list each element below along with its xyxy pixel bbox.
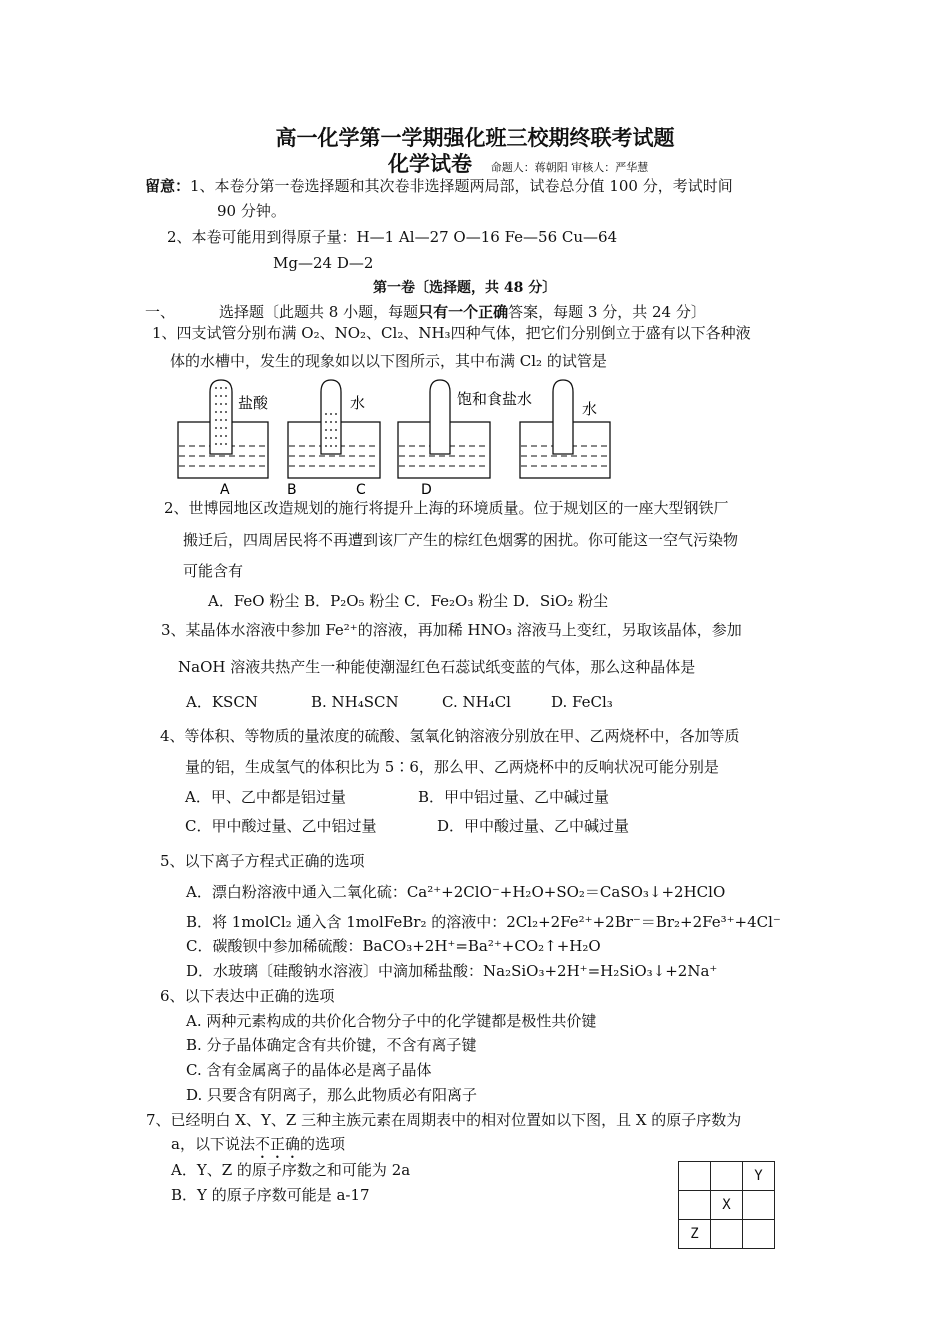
subtitle-line <box>388 148 648 178</box>
grid-cell <box>743 1191 775 1220</box>
fig-letter-a: A <box>220 482 230 497</box>
q3-option-d: D. FeCl₃ <box>551 693 613 711</box>
note-2: 2、本卷可能用到得原子量：H—1 Al—27 O—16 Fe—56 Cu—64 <box>167 228 618 246</box>
section-intro-emph: 只有一个正确 <box>418 303 509 321</box>
q4-option-d: D．甲中酸过量、乙中碱过量 <box>437 817 630 835</box>
note-1 <box>145 176 733 196</box>
q7-line2-c: 的选项 <box>299 1135 345 1153</box>
q5-option-c: C．碳酸钡中参加稀硫酸：BaCO₃+2H⁺=Ba²⁺+CO₂↑+H₂O <box>186 937 601 955</box>
q3-option-c: C. NH₄Cl <box>442 693 511 711</box>
grid-cell <box>711 1162 743 1191</box>
q5-option-b: B．将 1molCl₂ 通入含 1molFeBr₂ 的溶液中：2Cl₂+2Fe²⁺+2Br⁻＝Br₂+2Fe³⁺+4Cl⁻ <box>186 913 781 931</box>
grid-cell <box>679 1162 711 1191</box>
q4-line1: 4、等体积、等物质的量浓度的硫酸、氢氧化钠溶液分别放在甲、乙两烧杯中，各加等质 <box>160 727 740 745</box>
fig-label-b: 水 <box>350 394 366 412</box>
q5-stem: 5、以下离子方程式正确的选项 <box>160 852 365 870</box>
section-intro-c: 答案，每题 3 分，共 24 分〕 <box>508 303 706 321</box>
q6-option-d: D. 只要含有阴离子，那么此物质必有阳离子 <box>186 1086 478 1104</box>
grid-cell-x: X <box>711 1191 743 1220</box>
q7-line1: 7、已经明白 X、Y、Z 三种主族元素在周期表中的相对位置如以下图，且 X 的原子序数为 <box>146 1111 742 1129</box>
fig-label-c: 饱和食盐水 <box>457 390 533 408</box>
fig-label-d: 水 <box>582 400 598 418</box>
authors: 命题人：蒋朝阳 审核人：严华慧 <box>490 161 649 174</box>
q3-line2: NaOH 溶液共热产生一种能使潮湿红色石蕊试纸变蓝的气体，那么这种晶体是 <box>178 658 696 676</box>
section-intro <box>145 302 706 322</box>
fig-label-a: 盐酸 <box>238 394 269 412</box>
q4-option-c: C．甲中酸过量、乙中铝过量 <box>185 817 377 835</box>
grid-cell <box>743 1220 775 1249</box>
grid-cell <box>679 1191 711 1220</box>
grid-cell <box>711 1220 743 1249</box>
note-1-cont: 90 分钟。 <box>217 202 286 220</box>
fig-letter-d: D <box>421 482 432 497</box>
q7-line2-a: a，以下说法 <box>171 1135 255 1153</box>
fig-letter-b: B <box>287 482 297 497</box>
q4-option-b: B．甲中铝过量、乙中碱过量 <box>418 788 610 806</box>
q5-option-d: D．水玻璃〔硅酸钠水溶液〕中滴加稀盐酸：Na₂SiO₃+2H⁺=H₂SiO₃↓+2Na⁺ <box>186 962 718 980</box>
section-heading: 第一卷〔选择题，共 48 分〕 <box>373 280 557 296</box>
page-title: 高一化学第一学期强化班三校期终联考试题 <box>275 125 675 150</box>
section-intro-a: 选择题〔此题共 8 小题，每题 <box>219 303 419 321</box>
q2-options: A．FeO 粉尘 B．P₂O₅ 粉尘 C．Fe₂O₃ 粉尘 D．SiO₂ 粉尘 <box>208 592 609 610</box>
q2-line3: 可能含有 <box>183 562 244 580</box>
q7-option-a: A．Y、Z 的原子序数之和可能为 2a <box>171 1161 411 1179</box>
note-2-cont: Mg—24 D—2 <box>273 254 374 272</box>
fig-letter-c: C <box>356 482 366 497</box>
q6-option-b: B. 分子晶体确定含有共价键，不含有离子键 <box>186 1036 477 1054</box>
q6-option-c: C. 含有金属离子的晶体必是离子晶体 <box>186 1061 432 1079</box>
grid-cell-z: Z <box>679 1220 711 1249</box>
trough-d <box>520 380 610 478</box>
q3-option-b: B. NH₄SCN <box>311 693 399 711</box>
q3-option-a: A．KSCN <box>186 693 258 711</box>
section-number: 一、 <box>145 303 176 321</box>
grid-cell-y: Y <box>743 1162 775 1191</box>
q4-line2: 量的铝，生成氢气的体积比为 5∶6，那么甲、乙两烧杯中的反响状况可能分别是 <box>185 758 719 776</box>
q2-line1: 2、世博园地区改造规划的施行将提升上海的环境质量。位于规划区的一座大型钢铁厂 <box>164 499 729 517</box>
q1-figure <box>170 372 620 497</box>
q1-line1: 1、四支试管分别布满 O₂、NO₂、Cl₂、NH₃四种气体，把它们分别倒立于盛有以下各种液 <box>152 324 751 342</box>
q2-line2: 搬迁后，四周居民将不再遭到该厂产生的棕红色烟雾的困扰。你可能这一空气污染物 <box>183 531 739 549</box>
periodic-position-grid <box>678 1161 775 1249</box>
q7-line2 <box>171 1134 345 1162</box>
q3-line1: 3、某晶体水溶液中参加 Fe²⁺的溶液，再加稀 HNO₃ 溶液马上变红，另取该晶体，参加 <box>161 621 742 639</box>
trough-b <box>288 380 380 478</box>
q1-line2: 体的水槽中，发生的现象如以以下图所示，其中布满 Cl₂ 的试管是 <box>170 352 607 370</box>
q4-option-a: A．甲、乙中都是铝过量 <box>185 788 346 806</box>
q7-emphasis: 不正确 <box>254 1135 300 1153</box>
q5-option-a: A．漂白粉溶液中通入二氧化硫：Ca²⁺+2ClO⁻+H₂O+SO₂＝CaSO₃↓+2HClO <box>186 883 726 901</box>
note-label: 留意： <box>145 177 191 195</box>
q7-option-b: B．Y 的原子序数可能是 a-17 <box>171 1186 370 1204</box>
q6-stem: 6、以下表达中正确的选项 <box>160 987 335 1005</box>
subtitle: 化学试卷 <box>388 151 472 176</box>
note-1-text: 1、本卷分第一卷选择题和其次卷非选择题两局部，试卷总分值 100 分，考试时间 <box>190 177 733 195</box>
q6-option-a: A. 两种元素构成的共价化合物分子中的化学键都是极性共价键 <box>186 1012 597 1030</box>
